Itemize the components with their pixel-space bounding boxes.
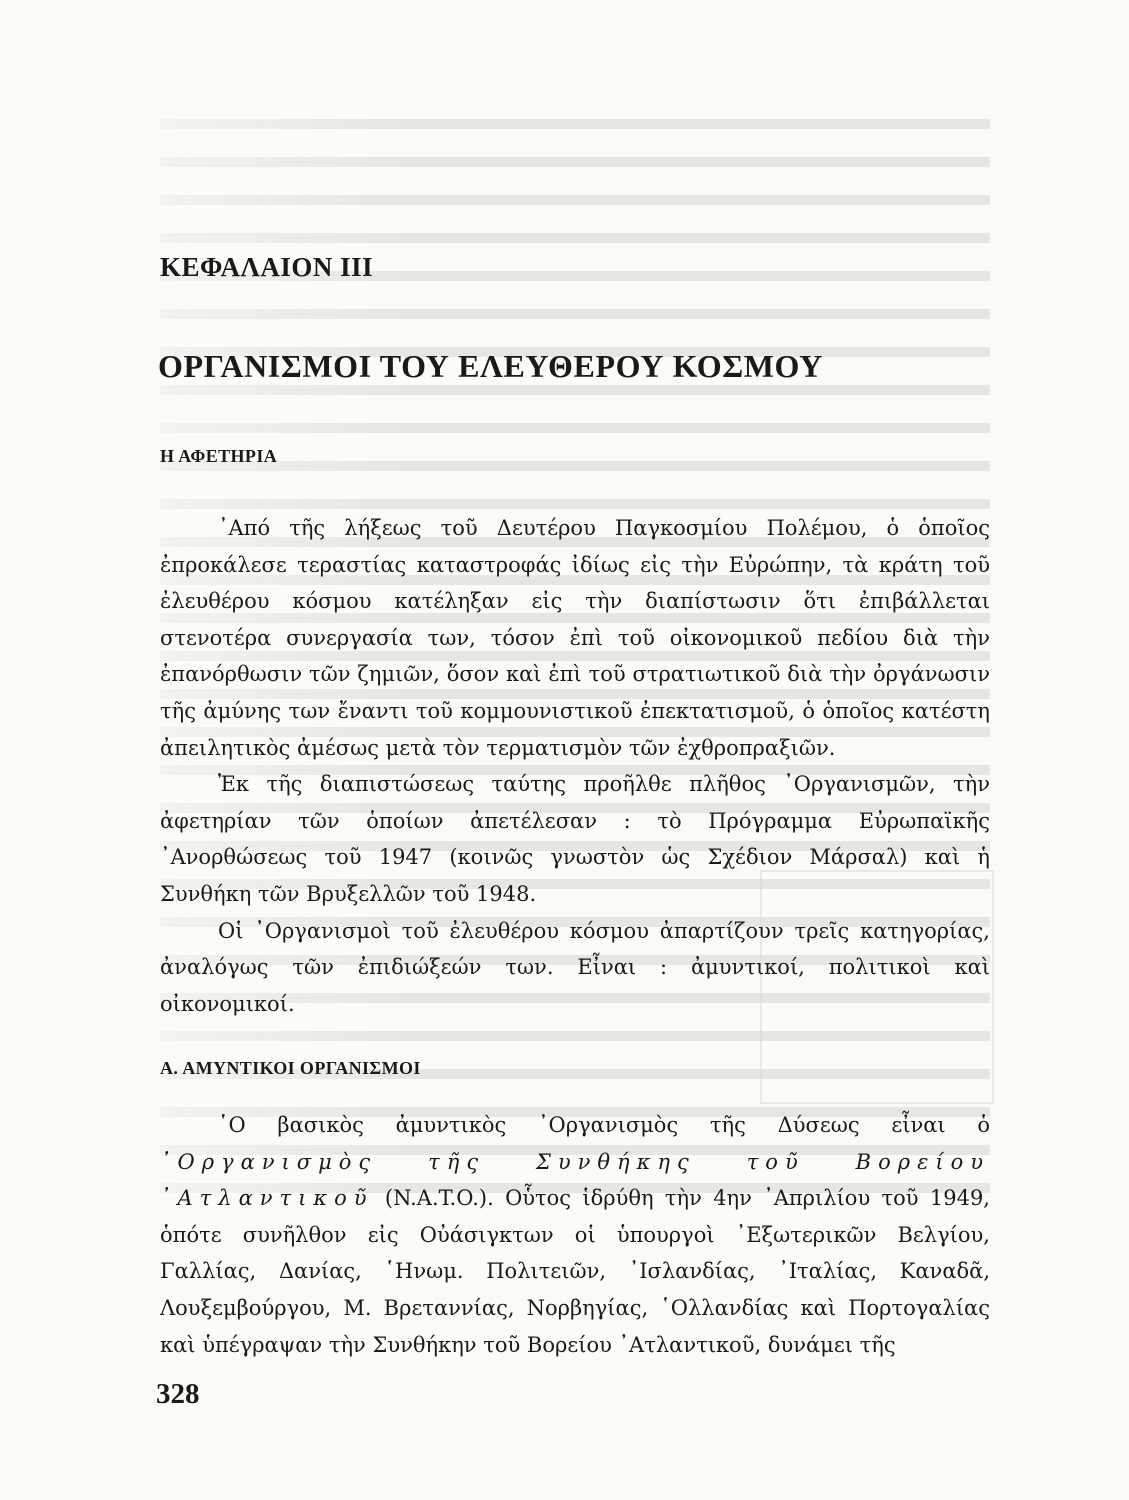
chapter-title: ΟΡΓΑΝΙΣΜΟΙ ΤΟΥ ΕΛΕΥΘΕΡΟΥ ΚΟΣΜΟΥ bbox=[158, 348, 823, 384]
paragraph: Ἐκ τῆς διαπιστώσεως ταύτης προῆλθε πλῆθος ᾿Οργανισμῶν, τὴν ἀφετηρίαν τῶν ὁποίων ἀπετέλεσαν : τὸ Πρόγραμμα Εὐρωπαϊκῆς ᾿Ανορθώσεως τοῦ 1947 (κοινῶς γνωστὸν ὡς Σχέδιον Μάρσαλ) καὶ ἡ Συνθήκη τῶν Βρυξελλῶν τοῦ 1948. bbox=[160, 772, 990, 906]
page-number: 328 bbox=[156, 1378, 200, 1410]
paragraph bbox=[160, 1107, 990, 1363]
paragraph: ᾿Από τῆς λήξεως τοῦ Δευτέρου Παγκοσμίου Πολέμου, ὁ ὁποῖος ἐπροκάλεσε τεραστίας καταστροφάς ἰδίως εἰς τὴν Εὐρώπην, τὰ κράτη τοῦ ἐλευθέρου κόσμου κατέληξαν εἰς τὴν διαπίστωσιν ὅτι ἐπιβάλλεται στενοτέρα συνεργασία των, τόσον ἐπὶ τοῦ οἰκονομικοῦ πεδίου διὰ τὴν ἐπανόρθωσιν τῶν ζημιῶν, ὅσον καὶ ἐπὶ τοῦ στρατιωτικοῦ διὰ τὴν ὀργάνωσιν τῆς ἀμύνης των ἔναντι τοῦ κομμουνιστικοῦ ἐπεκτατισμοῦ, ὁ ὁποῖος κατέστη ἀπειλητικὸς ἀμέσως μετὰ τὸν τερματισμὸν τῶν ἐχθροπραξιῶν. bbox=[160, 516, 990, 760]
paragraph-intro: ῾Ο βασικὸς ἀμυντικὸς ᾿Οργανισμὸς τῆς Δύσεως εἶναι ὁ bbox=[218, 1113, 990, 1137]
paragraph-rest: (N.A.T.O.). Οὗτος ἱδρύθη τὴν 4ην ᾿Απριλίου τοῦ 1949, ὁπότε συνῆλθον εἰς Οὐάσιγκτων οἱ ὑπουργοὶ ᾿Εξωτερικῶν Βελγίου, Γαλλίας, Δανίας, ῾Ηνωμ. Πολιτειῶν, ᾿Ισλανδίας, ᾿Ιταλίας, Καναδᾶ, Λουξεμβούργου, Μ. Βρεταννίας, Νορβηγίας, ῾Ολλανδίας καὶ Πορτογαλίας καὶ ὑπέγραψαν τὴν Συνθήκην τοῦ Βορείου ᾿Ατλαντικοῦ, δυνάμει τῆς bbox=[160, 1186, 990, 1357]
chapter-label: ΚΕΦΑΛΑΙΟΝ ΙΙΙ bbox=[160, 252, 374, 282]
org-name-spaced: ᾿Οργανισμὸς τῆς Συνθήκης τοῦ Βορείου ᾿Ατλαντικοῦ bbox=[160, 1149, 990, 1211]
section-defensive-body bbox=[160, 1107, 990, 1363]
section-heading-defensive: Α. ΑΜΥΝΤΙΚΟΙ ΟΡΓΑΝΙΣΜΟΙ bbox=[160, 1058, 421, 1078]
section-heading-start: Η ΑΦΕΤΗΡΙΑ bbox=[160, 446, 278, 466]
paragraph: Οἱ ᾿Οργανισμοὶ τοῦ ἐλευθέρου κόσμου ἀπαρτίζουν τρεῖς κατηγορίας, ἀναλόγως τῶν ἐπιδιώξεών των. Εἶναι : ἀμυντικοί, πολιτικοὶ καὶ οἰκονομικοί. bbox=[160, 918, 990, 1016]
section-start-body bbox=[160, 510, 990, 1022]
